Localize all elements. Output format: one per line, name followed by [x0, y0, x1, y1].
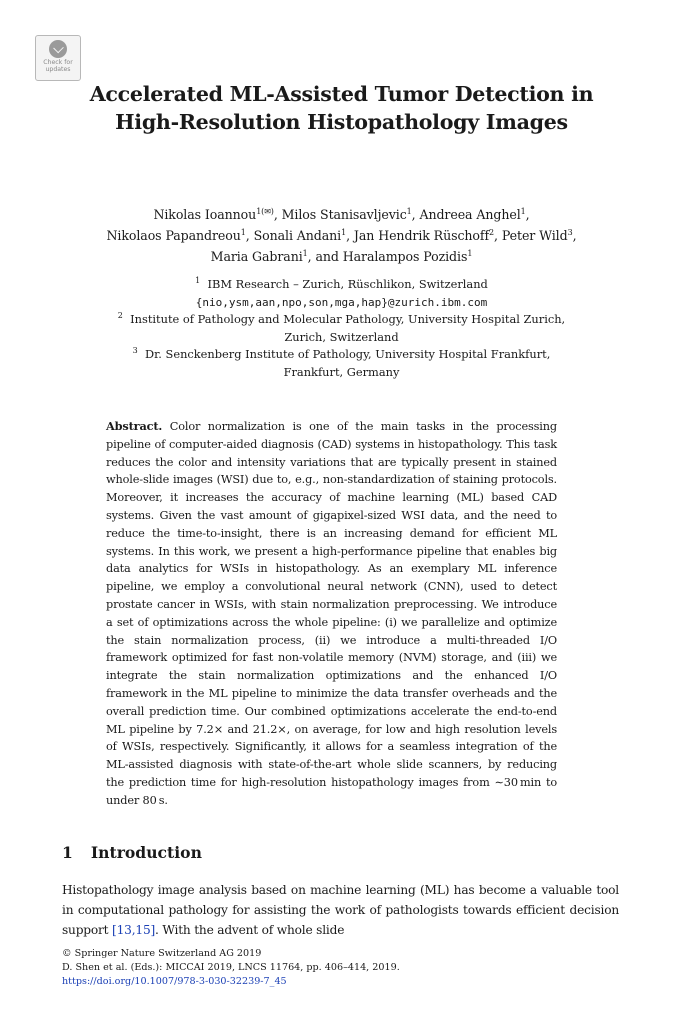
- intro-paragraph: [62, 881, 619, 940]
- author-sup: 1(✉): [256, 206, 274, 216]
- affiliation-text: IBM Research – Zurich, Rüschlikon, Switzerland: [207, 277, 488, 291]
- badge-line-1: Check for: [43, 59, 73, 66]
- badge-line-2: updates: [45, 66, 71, 73]
- author-name: Jan Hendrik Rüschoff: [353, 228, 490, 243]
- citation-link[interactable]: [13,15]: [112, 922, 156, 937]
- author-sup: 1: [302, 248, 308, 258]
- intro-text: Histopathology image analysis based on machine learning (ML) has become a valuable tool in computational pathology for assisting the work of pathologists towards efficient decision support: [62, 883, 619, 937]
- section-title: Introduction: [90, 843, 202, 862]
- abstract: [106, 418, 557, 810]
- author-name: Maria Gabrani: [210, 249, 303, 264]
- footer: [62, 947, 619, 989]
- affiliation-number: 2: [117, 311, 123, 321]
- author-sup: 2: [489, 227, 495, 237]
- affiliation-email[interactable]: {nio,ysm,aan,npo,son,mga,hap}@zurich.ibm.com: [195, 295, 488, 309]
- author-sup: 1: [240, 227, 246, 237]
- editors-line: D. Shen et al. (Eds.): MICCAI 2019, LNCS 11764, pp. 406–414, 2019.: [62, 962, 400, 973]
- author-sup: 1: [520, 206, 526, 216]
- author-name: Haralampos Pozidis: [342, 249, 468, 264]
- affiliation-number: 1: [195, 276, 201, 286]
- affiliation-1: [60, 276, 623, 294]
- author-sup: 1: [406, 206, 412, 216]
- affiliations: [60, 276, 623, 381]
- affiliation-text: Frankfurt, Germany: [283, 364, 400, 379]
- author-sep: ,: [346, 228, 354, 243]
- abstract-text: Color normalization is one of the main tasks in the processing pipeline of computer-aided diagnosis (CAD) systems in histopathology. This task reduces the color and intensity variations that are typically present in stained whole-slide images (WSI) due to, e.g., non-standardization of staining protocols. Moreover, it increases the accuracy of machine learning (ML) based CAD systems. Given the vast amount of gigapixel-sized WSI data, and the need to reduce the time-to-insight, there is an increasing demand for efficient ML systems. In this work, we present a high-performance pipeline that enables big data analytics for WSIs in histopathology. As an exemplary ML inference pipeline, we employ a convolutional neural network (CNN), used to detect prostate cancer in WSIs, with stain normalization preprocessing. We introduce a set of optimizations across the whole pipeline: (i) we parallelize and optimize the stain normalization process, (ii) we introduce a multi-threaded I/O framework optimized for fast non-volatile memory (NVM) storage, and (iii) we integrate the stain normalization optimizations and the enhanced I/O framework in the ML pipeline to minimize the data transfer overheads and the overall prediction time. Our combined optimizations accelerate the end-to-end ML pipeline by 7.2× and 21.2×, on average, for low and high resolution levels of WSIs, respectively. Significantly, it allows for a seamless integration of the ML-assisted diagnosis with state-of-the-art whole slide scanners, by reducing the prediction time for high-resolution histopathology images from ∼30 min to under 80 s.: [106, 420, 557, 807]
- author-sup: 1: [341, 227, 347, 237]
- author-sup: 3: [567, 227, 573, 237]
- affiliation-text: Dr. Senckenberg Institute of Pathology, University Hospital Frankfurt,: [144, 347, 551, 361]
- author-sep: ,: [411, 207, 420, 222]
- section-number: 1: [62, 843, 73, 862]
- section-heading: [62, 843, 202, 862]
- paper-title: Accelerated ML-Assisted Tumor Detection in High-Resolution Histopathology Images: [89, 82, 594, 134]
- author-name: Andreea Anghel: [419, 207, 521, 222]
- author-sup: 1: [467, 248, 473, 258]
- check-updates-icon: [49, 40, 67, 58]
- affiliation-text: Zurich, Switzerland: [284, 329, 399, 344]
- author-sep: , and: [307, 249, 343, 264]
- affiliation-number: 3: [132, 346, 138, 356]
- author-sep: ,: [494, 228, 502, 243]
- affiliation-3: [60, 346, 623, 364]
- check-for-updates-badge[interactable]: [35, 35, 81, 81]
- doi-link[interactable]: https://doi.org/10.1007/978-3-030-32239-7_45: [62, 976, 287, 987]
- intro-text: . With the advent of whole slide: [155, 922, 345, 937]
- author-list: [40, 204, 643, 267]
- affiliation-2: [60, 311, 623, 329]
- author-name: Nikolaos Papandreou: [106, 228, 241, 243]
- author-sep: ,: [572, 228, 577, 243]
- author-sep: ,: [245, 228, 254, 243]
- copyright-line: © Springer Nature Switzerland AG 2019: [62, 948, 262, 959]
- author-name: Sonali Andani: [253, 228, 342, 243]
- author-name: Nikolas Ioannou: [153, 207, 257, 222]
- abstract-label: Abstract.: [106, 419, 163, 433]
- author-sep: ,: [525, 207, 530, 222]
- author-sep: ,: [273, 207, 282, 222]
- author-name: Milos Stanisavljevic: [281, 207, 407, 222]
- affiliation-text: Institute of Pathology and Molecular Pathology, University Hospital Zurich,: [130, 312, 566, 326]
- author-name: Peter Wild: [501, 228, 568, 243]
